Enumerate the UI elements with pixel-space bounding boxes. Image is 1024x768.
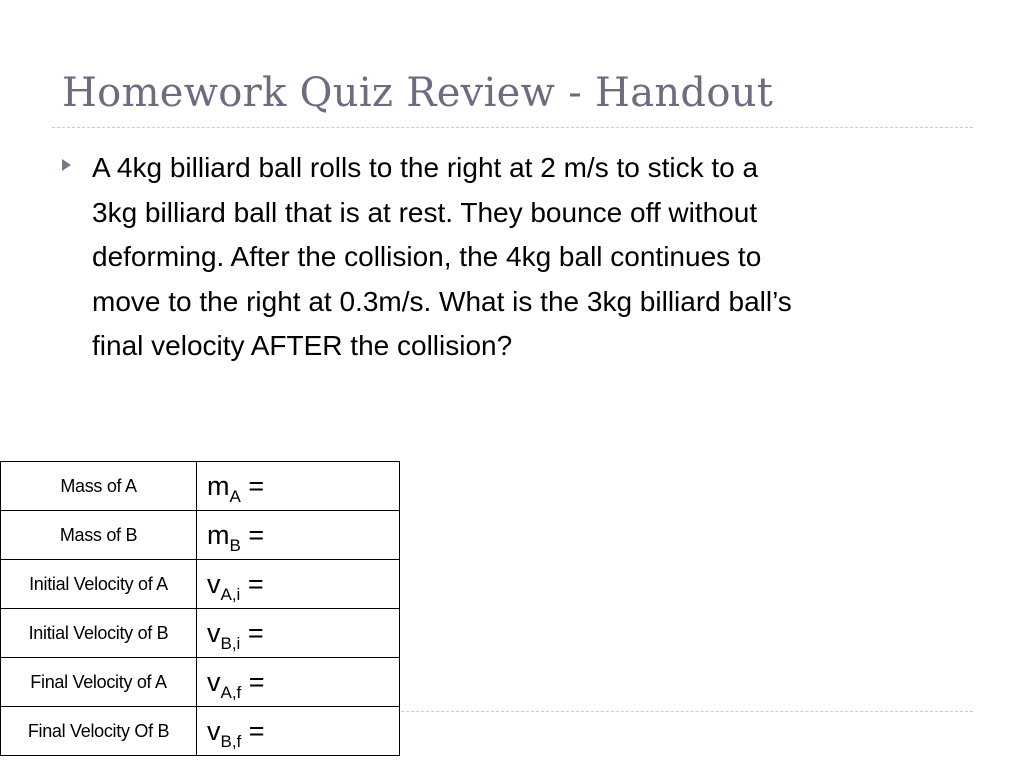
variable-symbol: m [207, 519, 230, 550]
variable-symbol: v [207, 568, 221, 599]
variable-cell [197, 511, 400, 560]
table-row [1, 707, 400, 756]
variable-symbol: v [207, 666, 221, 697]
variable-subscript: B [229, 535, 241, 555]
variable-symbol: v [207, 617, 221, 648]
equals-sign: = [241, 715, 265, 746]
row-label: Mass of A [1, 462, 197, 511]
table-row [1, 560, 400, 609]
title-divider [52, 127, 973, 128]
variable-subscript: A,i [220, 584, 241, 604]
triangle-right-icon [62, 159, 71, 171]
variable-subscript: A,f [220, 682, 242, 702]
row-label: Final Velocity Of B [1, 707, 197, 756]
variable-subscript: B,f [220, 731, 242, 751]
problem-line: 3kg billiard ball that is at rest. They bounce off without [92, 196, 758, 228]
variable-cell [197, 658, 400, 707]
equals-sign: = [240, 568, 264, 599]
variable-subscript: B,i [220, 633, 241, 653]
equals-sign: = [241, 666, 265, 697]
equals-sign: = [240, 617, 264, 648]
row-label: Initial Velocity of A [1, 560, 197, 609]
variable-cell [197, 707, 400, 756]
variable-symbol: m [207, 470, 230, 501]
variable-subscript: A [229, 486, 241, 506]
variables-table [0, 461, 400, 756]
problem-text [92, 146, 962, 369]
row-label: Mass of B [1, 511, 197, 560]
variable-symbol: v [207, 715, 221, 746]
problem-line: deforming. After the collision, the 4kg ball continues to [92, 241, 762, 272]
row-label: Initial Velocity of B [1, 609, 197, 658]
variable-cell [197, 609, 400, 658]
equals-sign: = [240, 519, 265, 550]
table-row [1, 658, 400, 707]
variable-cell [197, 560, 400, 609]
equals-sign: = [240, 470, 265, 501]
problem-line: final velocity AFTER the collision? [92, 330, 513, 361]
slide-title: Homework Quiz Review - Handout [62, 70, 774, 116]
problem-line: move to the right at 0.3m/s. What is the 3kg billiard ball’s [92, 285, 792, 317]
problem-line: A 4kg billiard ball rolls to the right at 2 m/s to stick to a [92, 152, 759, 183]
variable-cell [197, 462, 400, 511]
table-row [1, 511, 400, 560]
table-row [1, 462, 400, 511]
row-label: Final Velocity of A [1, 658, 197, 707]
table-row [1, 609, 400, 658]
